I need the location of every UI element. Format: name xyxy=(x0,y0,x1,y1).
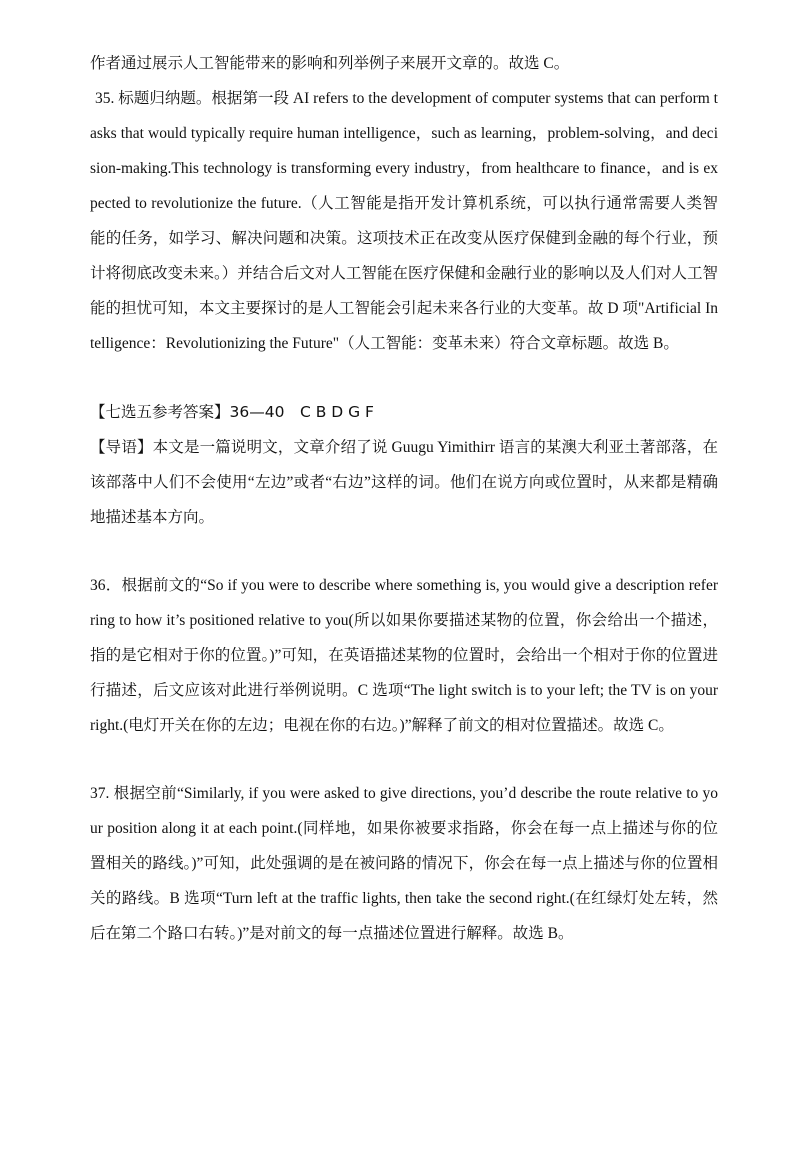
spacer xyxy=(90,743,718,776)
paragraph-37: 37. 根据空前“Similarly, if you were asked to give directions, you’d describe the route relative to your position along it at each point.(同样地，如果你被要求指路，你会在每一点上描述与你的位置相关的路线。)”可知，此处强调的是在被问路的情况下，你会在每一点上描述与你的位置相关的路线。B 选项“Turn left at the traffic lights, then take the second right.(在红绿灯处左转，然后在第二个路口右转。)”是对前文的每一点描述位置进行解释。故选 B。 xyxy=(90,785,718,942)
paragraph-34-tail: 作者通过展示人工智能带来的影响和列举例子来展开文章的。故选 C。 xyxy=(90,55,570,72)
paragraph-36: 36．根据前文的“So if you were to describe where something is, you would give a description referring to how it’s positioned relative to you(所以如果你要描述某物的位置，你会给出一个描述，指的是它相对于你的位置。)”可知，在英语描述某物的位置时，会给出一个相对于你的位置进行描述，后文应该对此进行举例说明。C 选项“The light switch is to your left; the TV is on your right.(电灯开关在你的左边；电视在你的右边。)”解释了前文的相对位置描述。故选 C。 xyxy=(90,577,718,734)
answers-heading: 【七选五参考答案】36—40 C B D G F xyxy=(90,403,374,421)
spacer xyxy=(90,535,718,568)
paragraph-35: 35. 标题归纳题。根据第一段 AI refers to the development of computer systems that can perform tasks that would typically require human intelligence，such as learning，problem-solving，and decision-making.This technology is transforming every industry，from healthcare to finance，and is expected to revolutionize the future.（人工智能是指开发计算机系统，可以执行通常需要人类智能的任务，如学习、解决问题和决策。这项技术正在改变从医疗保健到金融的每个行业，预计将彻底改变未来。）并结合后文对人工智能在医疗保健和金融行业的影响以及人们对人工智能的担忧可知，本文主要探讨的是人工智能会引起未来各行业的大变革。故 D 项"Artificial Intelligence：Revolutionizing the Future"（人工智能：变革未来）符合文章标题。故选 B。 xyxy=(90,90,718,352)
document-page xyxy=(90,46,718,951)
spacer xyxy=(90,361,718,395)
guide-paragraph: 【导语】本文是一篇说明文，文章介绍了说 Guugu Yimithirr 语言的某澳大利亚土著部落，在该部落中人们不会使用“左边”或者“右边”这样的词。他们在说方向或位置时，从来都是精确地描述基本方向。 xyxy=(90,439,718,526)
